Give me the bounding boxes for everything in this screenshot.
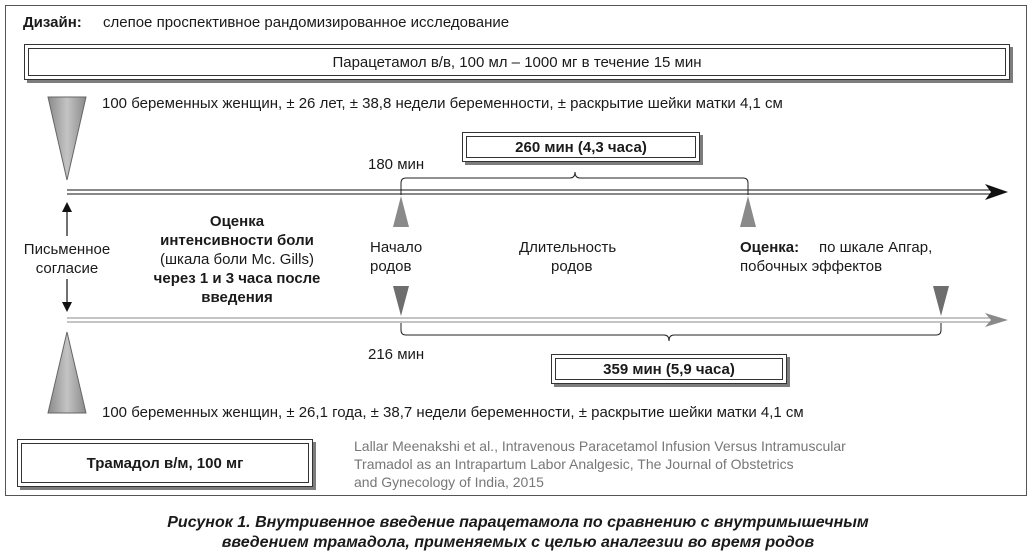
figure-caption-line-1: Рисунок 1. Внутривенное введение парацетамола по сравнению с внутримышечным <box>167 514 869 531</box>
paracetamol-box-label: Парацетамол в/в, 100 мл – 1000 мг в течение 15 мин <box>332 53 702 71</box>
bottom-duration-brace <box>401 323 941 341</box>
paracetamol-group-marker <box>48 97 86 180</box>
evaluation-text-1: по шкале Апгар, <box>819 239 933 256</box>
top-duration-brace <box>401 172 748 195</box>
bottom-labor-start-marker <box>393 286 409 316</box>
citation-line-1: Lallar Meenakshi et al., Intravenous Paracetamol Infusion Versus Intramuscular <box>354 438 846 454</box>
bottom-duration-label: 359 мин (5,9 часа) <box>603 360 735 378</box>
tramadol-box-label: Трамадол в/м, 100 мг <box>86 454 244 472</box>
pain-assessment-line-2: интенсивности боли <box>160 232 314 249</box>
labor-duration-line-2: родов <box>551 258 593 275</box>
consent-line-1: Письменное <box>23 241 111 258</box>
figure-caption-line-2: введением трамадола, применяемых с целью аналгезии во время родов <box>221 534 815 551</box>
bottom-evaluation-marker <box>933 286 949 316</box>
pain-assessment-line-4: через 1 и 3 часа после <box>153 270 321 287</box>
pain-assessment-line-3: (шкала боли Mc. Gills) <box>160 251 314 268</box>
evaluation-text-2: побочных эффектов <box>740 258 883 275</box>
tramadol-group-marker <box>48 332 86 413</box>
pain-assessment-line-1: Оценка <box>209 213 265 230</box>
labor-start-line-1: Начало <box>370 239 423 256</box>
top-evaluation-marker <box>740 196 756 227</box>
design-text: слепое проспективное рандомизированное исследование <box>103 14 510 31</box>
tramadol-group-description: 100 беременных женщин, ± 26,1 года, ± 38,7 недели беременности, ± раскрытие шейки матки 4,1 см <box>102 404 804 421</box>
top-duration-box <box>462 132 700 162</box>
paracetamol-timeline <box>67 184 1008 200</box>
tramadol-timeline <box>67 313 1008 327</box>
labor-start-line-2: родов <box>370 258 412 275</box>
paracetamol-group-description: 100 беременных женщин, ± 26 лет, ± 38,8 недели беременности, ± раскрытие шейки матки 4,1 см <box>102 95 783 112</box>
tramadol-box <box>17 439 313 487</box>
labor-duration-line-1: Длительность <box>519 239 617 256</box>
top-duration-label: 260 мин (4,3 часа) <box>515 138 647 156</box>
top-labor-start-marker <box>393 196 409 227</box>
evaluation-label: Оценка: <box>740 239 800 256</box>
pain-assessment-line-5: введения <box>201 289 273 306</box>
paracetamol-box <box>24 44 1010 80</box>
bottom-time-label: 216 мин <box>368 346 425 363</box>
design-label: Дизайн: <box>23 14 82 31</box>
bottom-duration-box <box>551 354 787 384</box>
top-time-label: 180 мин <box>368 156 425 173</box>
citation-line-3: and Gynecology of India, 2015 <box>354 474 544 490</box>
consent-line-2: согласие <box>35 260 99 277</box>
citation-line-2: Tramadol as an Intrapartum Labor Analgesic, The Journal of Obstetrics <box>354 456 794 472</box>
